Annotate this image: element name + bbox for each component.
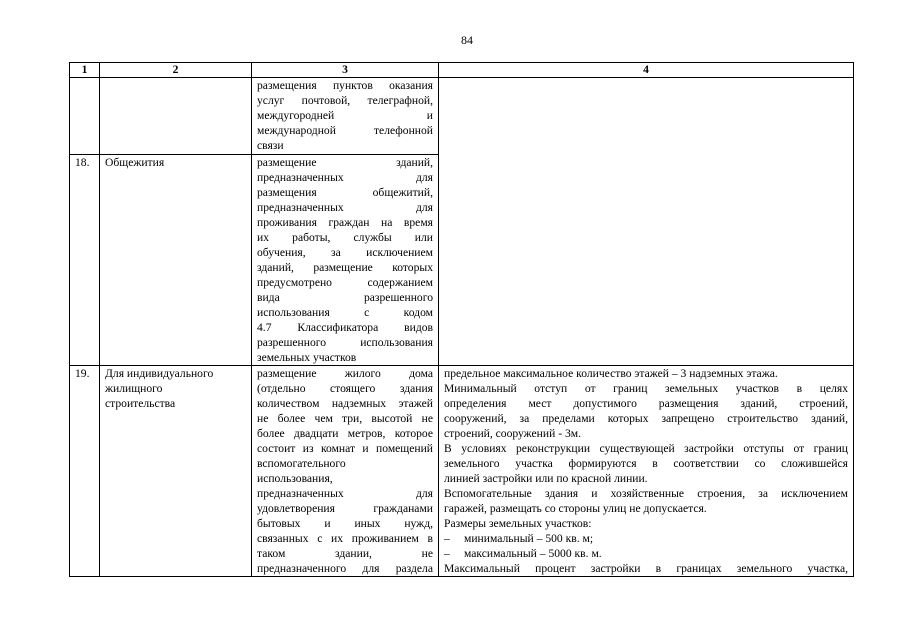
description-line: земельных участков [257, 351, 357, 364]
size-bullet-text: максимальный – 5000 кв. м. [464, 547, 602, 560]
description-line: размещения общежитий, [257, 186, 433, 199]
description-line: зданий, размещение которых [257, 261, 433, 274]
description-line: вида разрешенного [257, 291, 433, 304]
description-line: связанных с их проживанием в [257, 532, 433, 545]
row-19-parameters [439, 366, 854, 577]
parameter-line: сооружений, за пределами которых запрещено строительство зданий, [444, 412, 848, 425]
description-lines [257, 366, 433, 576]
description-line: вспомогательного [257, 457, 346, 470]
parameter-line: строений, сооружений - 3м. [444, 427, 581, 440]
header-col-1: 1 [70, 63, 100, 78]
description-line: международной телефонной [257, 124, 433, 137]
parameter-line: линией застройки или по красной линии. [444, 472, 648, 485]
description-line: использования, [257, 472, 333, 485]
row-18-num: 18. [70, 155, 100, 366]
header-col-3: 3 [252, 63, 439, 78]
dash-marker: – [444, 532, 450, 545]
row-19-name-line: строительства [105, 397, 176, 410]
parameter-line: Максимальный процент застройки в границах земельного участка, [444, 562, 848, 575]
parameter-lines [444, 366, 848, 531]
size-bullet-item [444, 546, 848, 561]
parameter-line: Размеры земельных участков: [444, 517, 592, 530]
description-line: состоит из комнат и помещений [257, 442, 433, 455]
parameter-line: определения мест допустимого размещения зданий, строений, [444, 397, 848, 410]
table-row-19 [70, 366, 854, 577]
description-line: предназначенного для раздела [257, 562, 433, 575]
row-19-name-line: жилищного [105, 382, 163, 395]
size-bullet-item [444, 531, 848, 546]
description-line: использования с кодом [257, 306, 433, 319]
description-line: их работы, службы или [257, 231, 433, 244]
parameter-line: земельного участка формируются в соответствии со сложившейся [444, 457, 848, 470]
description-lines [257, 78, 433, 153]
parameter-line: гаражей, размещать со стороны улиц не допускается. [444, 502, 707, 515]
header-row [70, 63, 854, 78]
description-line: не более чем три, высотой не [257, 412, 433, 425]
table-row-continued [70, 78, 854, 155]
description-line: размещения пунктов оказания [257, 79, 433, 92]
description-line: (отдельно стоящего здания [257, 382, 433, 395]
description-line: предназначенных для [257, 487, 433, 500]
description-line: предназначенных для [257, 171, 433, 184]
description-line: междугородней и [257, 109, 433, 122]
description-line: размещение зданий, [257, 156, 433, 169]
row-19-num: 19. [70, 366, 100, 577]
row-18-name: Общежития [100, 155, 252, 366]
regulations-table [69, 62, 854, 577]
size-bullets [444, 531, 848, 561]
description-line: связи [257, 139, 284, 152]
row-19-name-line: Для индивидуального [105, 367, 214, 380]
description-line: предусмотрено содержанием [257, 276, 433, 289]
row-19-name [100, 366, 252, 577]
parameter-line: В условиях реконструкции существующей застройки отступы от границ [444, 442, 848, 455]
description-line: более двадцати метров, которое [257, 427, 433, 440]
row-continued-name [100, 78, 252, 155]
row-continued-description [252, 78, 439, 155]
parameter-line: предельное максимальное количество этажей – 3 надземных этажа. [444, 367, 778, 380]
description-lines [257, 155, 433, 365]
description-line: 4.7 Классификатора видов [257, 321, 433, 334]
description-line: размещение жилого дома [257, 367, 433, 380]
header-col-2: 2 [100, 63, 252, 78]
description-line: таком здании, не [257, 547, 433, 560]
description-line: услуг почтовой, телеграфной, [257, 94, 433, 107]
row-18-description [252, 155, 439, 366]
row-19-description [252, 366, 439, 577]
description-line: обучения, за исключением [257, 246, 433, 259]
parameter-line: Вспомогательные здания и хозяйственные строения, за исключением [444, 487, 848, 500]
description-line: проживания граждан на время [257, 216, 433, 229]
page-number: 84 [461, 33, 473, 47]
row-continued-num [70, 78, 100, 155]
description-line: удовлетворения гражданами [257, 502, 433, 515]
size-bullet-text: минимальный – 500 кв. м; [464, 532, 594, 545]
description-line: разрешенного использования [257, 336, 433, 349]
description-line: количеством надземных этажей [257, 397, 433, 410]
parameter-line: Минимальный отступ от границ земельных участков в целях [444, 382, 848, 395]
dash-marker: – [444, 547, 450, 560]
header-col-4: 4 [439, 63, 854, 78]
description-line: бытовых и иных нужд, [257, 517, 433, 530]
row-continued-parameters [439, 78, 854, 366]
description-line: предназначенных для [257, 201, 433, 214]
